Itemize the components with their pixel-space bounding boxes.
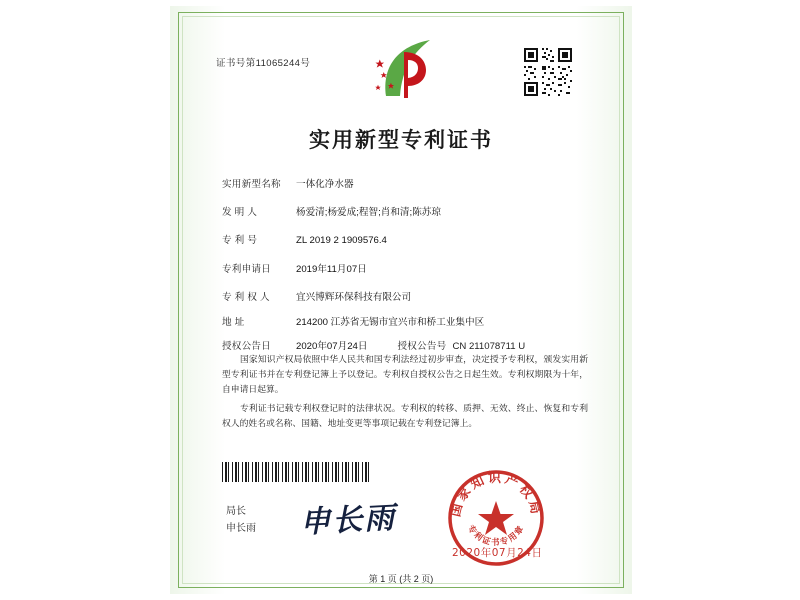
signature-title-label: 局长 [226,506,246,517]
certificate-serial-number: 证书号第11065244号 [216,58,311,69]
field-row-inventors [222,206,588,219]
body-text [222,352,588,435]
field-label: 专利申请日 [222,264,271,275]
field-value: 2019年11月07日 [296,264,367,275]
page-title: 实用新型专利证书 [309,128,493,152]
field-value: 214200 江苏省无锡市宜兴市和桥工业集中区 [296,317,485,328]
field-row-address [222,316,588,329]
svg-text:专利证书专用章: 专利证书专用章 [465,523,527,549]
grant-number-value: CN 211078711 U [452,341,526,352]
field-value: ZL 2019 2 1909576.4 [296,235,387,246]
field-value: 一体化净水器 [296,179,354,190]
grant-number-label: 授权公告号 [397,341,447,352]
cnipa-emblem [368,36,442,104]
field-value: 2020年07月24日 [296,341,368,352]
field-value: 杨爱清;杨爱成;程智;肖和清;陈苏琼 [296,207,441,218]
field-label: 专 利 权 人 [222,292,270,303]
seal-date: 2020年07月24日 [452,547,543,559]
barcode [222,462,372,482]
field-label: 授权公告日 [222,341,271,352]
page-footer: 第 1 页 (共 2 页) [368,574,434,584]
qr-code [522,46,574,98]
signature-name-label: 申长雨 [226,523,256,534]
field-row-utility-model-name [222,178,588,191]
field-row-application-date [222,263,588,276]
signature-block [226,503,256,537]
field-row-patent-number [222,234,588,247]
field-label: 发 明 人 [222,207,258,218]
handwritten-signature: 申长雨 [299,500,398,541]
svg-text:国家知识产权局: 国家知识产权局 [448,471,544,519]
body-paragraph-2: 专利证书记载专利权登记时的法律状况。专利权的转移、质押、无效、终止、恢复和专利权人的姓名或名称、国籍、地址变更等事项记载在专利登记簿上。 [222,403,588,428]
field-value: 宜兴博辉环保科技有限公司 [296,292,412,303]
field-label: 地 址 [222,317,245,328]
field-label: 实用新型名称 [222,179,281,190]
field-label: 专 利 号 [222,235,258,246]
field-row-patentee [222,291,588,304]
body-paragraph-1: 国家知识产权局依照中华人民共和国专利法经过初步审查，决定授予专利权，颁发实用新型专利证书并在专利登记簿上予以登记。专利权自授权公告之日起生效。专利权期限为十年，自申请日起算。 [222,354,588,394]
